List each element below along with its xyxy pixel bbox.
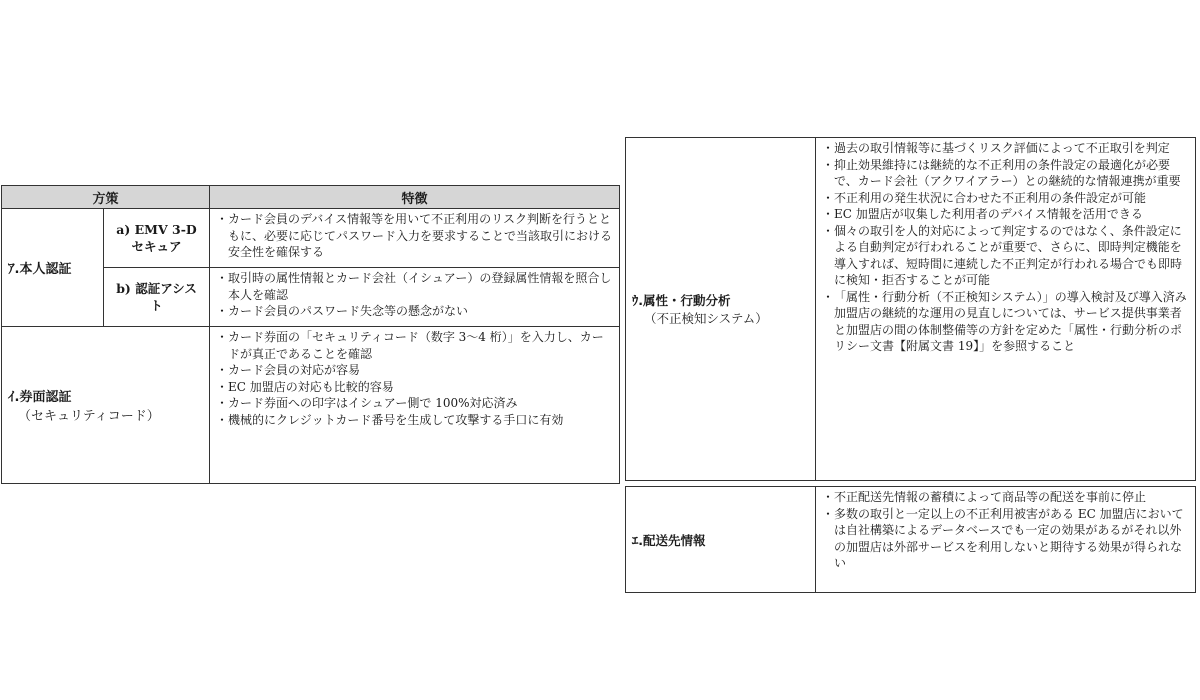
bullet-item: ・ カード券面の「セキュリティコード（数字 3～4 桁）」を入力し、カードが真正であることを確認	[216, 329, 615, 362]
category-label: ｲ.券面認証	[8, 390, 72, 405]
countermeasures-table-right	[625, 137, 1196, 593]
category-sublabel: （不正検知システム）	[644, 311, 768, 326]
bullet-item: ・ 過去の取引情報等に基づくリスク評価によって不正取引を判定	[822, 140, 1191, 157]
category-behavior-analysis	[626, 138, 816, 481]
bullet-item: ・ 抑止効果維持には継続的な不正利用の条件設定の最適化が必要で、カード会社（アクワイアラー）との継続的な情報連携が重要	[822, 157, 1191, 190]
category-card-auth	[2, 327, 210, 484]
category-sublabel: （セキュリティコード）	[18, 409, 160, 424]
sub-label-auth-assist: b) 認証アシスト	[104, 268, 210, 327]
bullet-item: ・ 不正利用の発生状況に合わせた不正利用の条件設定が可能	[822, 190, 1191, 207]
features-cell	[816, 487, 1196, 593]
bullet-item: ・ 取引時の属性情報とカード会社（イシュアー）の登録属性情報を照合し本人を確認	[216, 270, 615, 303]
table-row	[2, 327, 620, 484]
bullet-item: ・ EC 加盟店が収集した利用者のデバイス情報を活用できる	[822, 206, 1191, 223]
bullet-item: ・ 多数の取引と一定以上の不正利用被害がある EC 加盟店においては自社構築によるデータベースでも一定の効果があるがそれ以外の加盟店は外部サービスを利用しないと期待する効果が得られない	[822, 506, 1191, 572]
category-label: ｴ.配送先情報	[632, 532, 706, 548]
category-label: ｱ.本人認証	[8, 262, 72, 277]
bullet-item: ・ カード会員の対応が容易	[216, 362, 615, 379]
bullet-item: ・ EC 加盟店の対応も比較的容易	[216, 379, 615, 396]
table-header-row	[2, 186, 620, 209]
category-label: ｳ.属性・行動分析	[632, 293, 731, 308]
bullet-item: ・ カード券面への印字はイシュアー側で 100%対応済み	[216, 395, 615, 412]
header-features: 特徴	[210, 186, 620, 209]
sub-label-emv3ds: a) EMV 3-D セキュア	[104, 209, 210, 268]
category-shipping-info	[626, 487, 816, 593]
table-row	[2, 209, 620, 268]
category-identity-auth	[2, 209, 104, 327]
bullet-item: ・ カード会員のパスワード失念等の懸念がない	[216, 303, 615, 320]
features-cell	[210, 327, 620, 484]
bullet-item: ・ 機械的にクレジットカード番号を生成して攻撃する手口に有効	[216, 412, 615, 429]
header-measure: 方策	[2, 186, 210, 209]
bullet-item: ・ 「属性・行動分析（不正検知システム）」の導入検討及び導入済み加盟店の継続的な運用の見直しについては、サービス提供事業者と加盟店の間の体制整備等の方針を定めた「属性・行動分析のポリシー文書【附属文書 19】」を参照すること	[822, 289, 1191, 355]
table-row	[626, 487, 1196, 593]
features-cell	[816, 138, 1196, 481]
bullet-item: ・ 不正配送先情報の蓄積によって商品等の配送を事前に停止	[822, 489, 1191, 506]
features-cell	[210, 209, 620, 268]
bullet-item: ・ カード会員のデバイス情報等を用いて不正利用のリスク判断を行うとともに、必要に応じてパスワード入力を要求することで当該取引における安全性を確保する	[216, 211, 615, 261]
countermeasures-table-left	[1, 185, 620, 484]
bullet-item: ・ 個々の取引を人的対応によって判定するのではなく、条件設定による自動判定が行われることが重要で、さらに、即時判定機能を導入すれば、短時間に連続した不正判定が行われる場合でも即時に検知・拒否することが可能	[822, 223, 1191, 289]
features-cell	[210, 268, 620, 327]
table-row	[626, 138, 1196, 481]
